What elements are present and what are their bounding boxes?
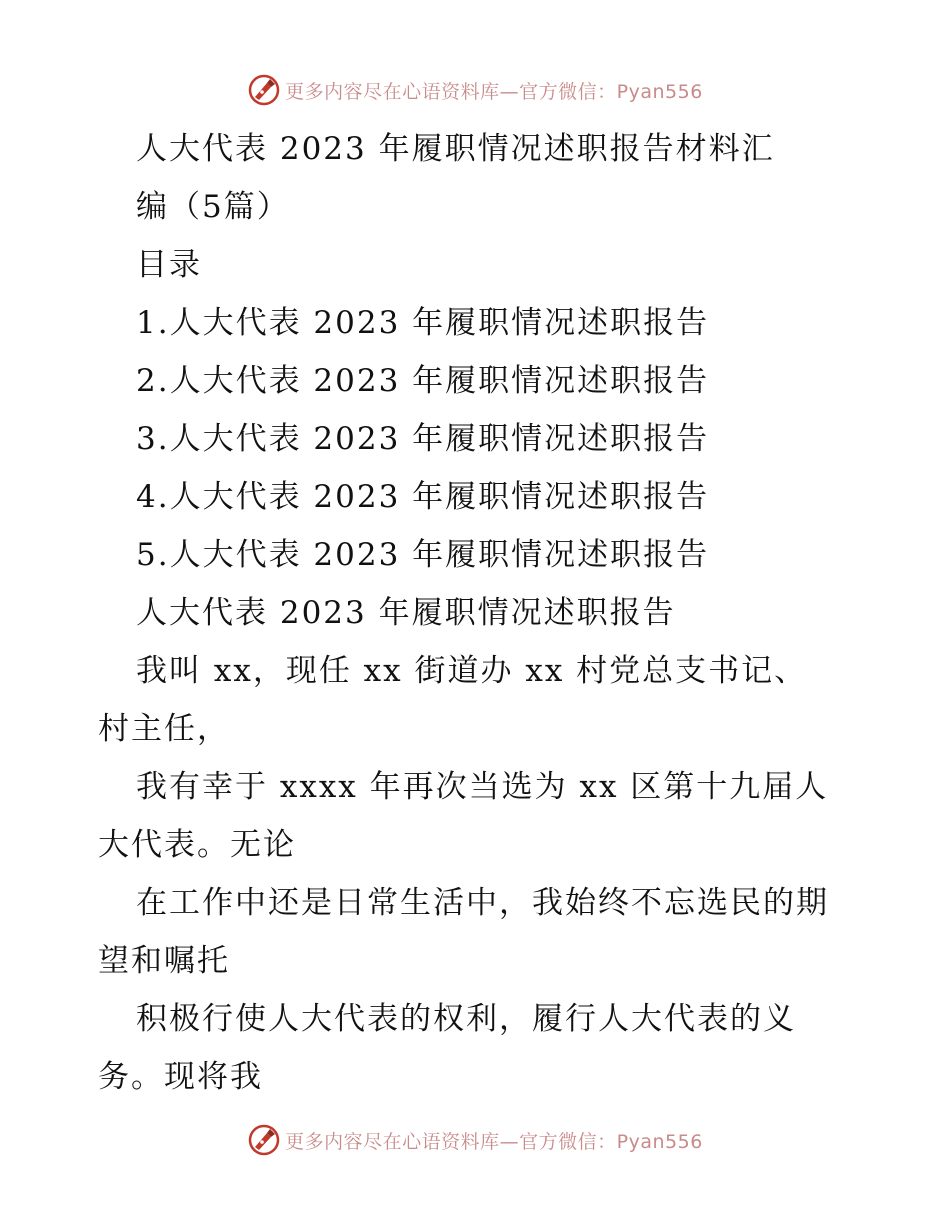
footer-watermark — [0, 1120, 950, 1160]
header-watermark — [0, 70, 950, 110]
paragraph-line: 我有幸于 xxxx 年再次当选为 xx 区第十九届人 — [136, 769, 829, 805]
watermark-text: 更多内容尽在心语资料库—官方微信：Pyan556 — [285, 80, 703, 103]
paragraph-line: 大代表。无论 — [98, 827, 296, 863]
paragraph-line: 望和嘱托 — [98, 943, 230, 979]
watermark-text: 更多内容尽在心语资料库—官方微信：Pyan556 — [285, 1130, 703, 1153]
document-title: 人大代表 2023 年履职情况述职报告材料汇 — [136, 131, 775, 167]
toc-item: 4.人大代表 2023 年履职情况述职报告 — [136, 479, 710, 515]
document-title-continued: 编（5篇） — [136, 189, 290, 225]
toc-item: 5.人大代表 2023 年履职情况述职报告 — [136, 537, 710, 573]
toc-item: 3.人大代表 2023 年履职情况述职报告 — [136, 421, 710, 457]
paragraph-line: 我叫 xx，现任 xx 街道办 xx 村党总支书记、 — [136, 653, 808, 689]
paragraph-line: 在工作中还是日常生活中，我始终不忘选民的期 — [136, 885, 829, 921]
pen-logo-icon — [247, 73, 281, 107]
toc-item: 2.人大代表 2023 年履职情况述职报告 — [136, 363, 710, 399]
paragraph-line: 积极行使人大代表的权利，履行人大代表的义 — [136, 1001, 796, 1037]
section-title: 人大代表 2023 年履职情况述职报告 — [136, 595, 676, 631]
pen-logo-icon — [247, 1123, 281, 1157]
toc-heading: 目录 — [136, 247, 202, 283]
paragraph-line: 务。现将我 — [98, 1059, 263, 1095]
document-body — [98, 120, 858, 1106]
toc-item: 1.人大代表 2023 年履职情况述职报告 — [136, 305, 710, 341]
paragraph-line: 村主任， — [98, 711, 230, 747]
